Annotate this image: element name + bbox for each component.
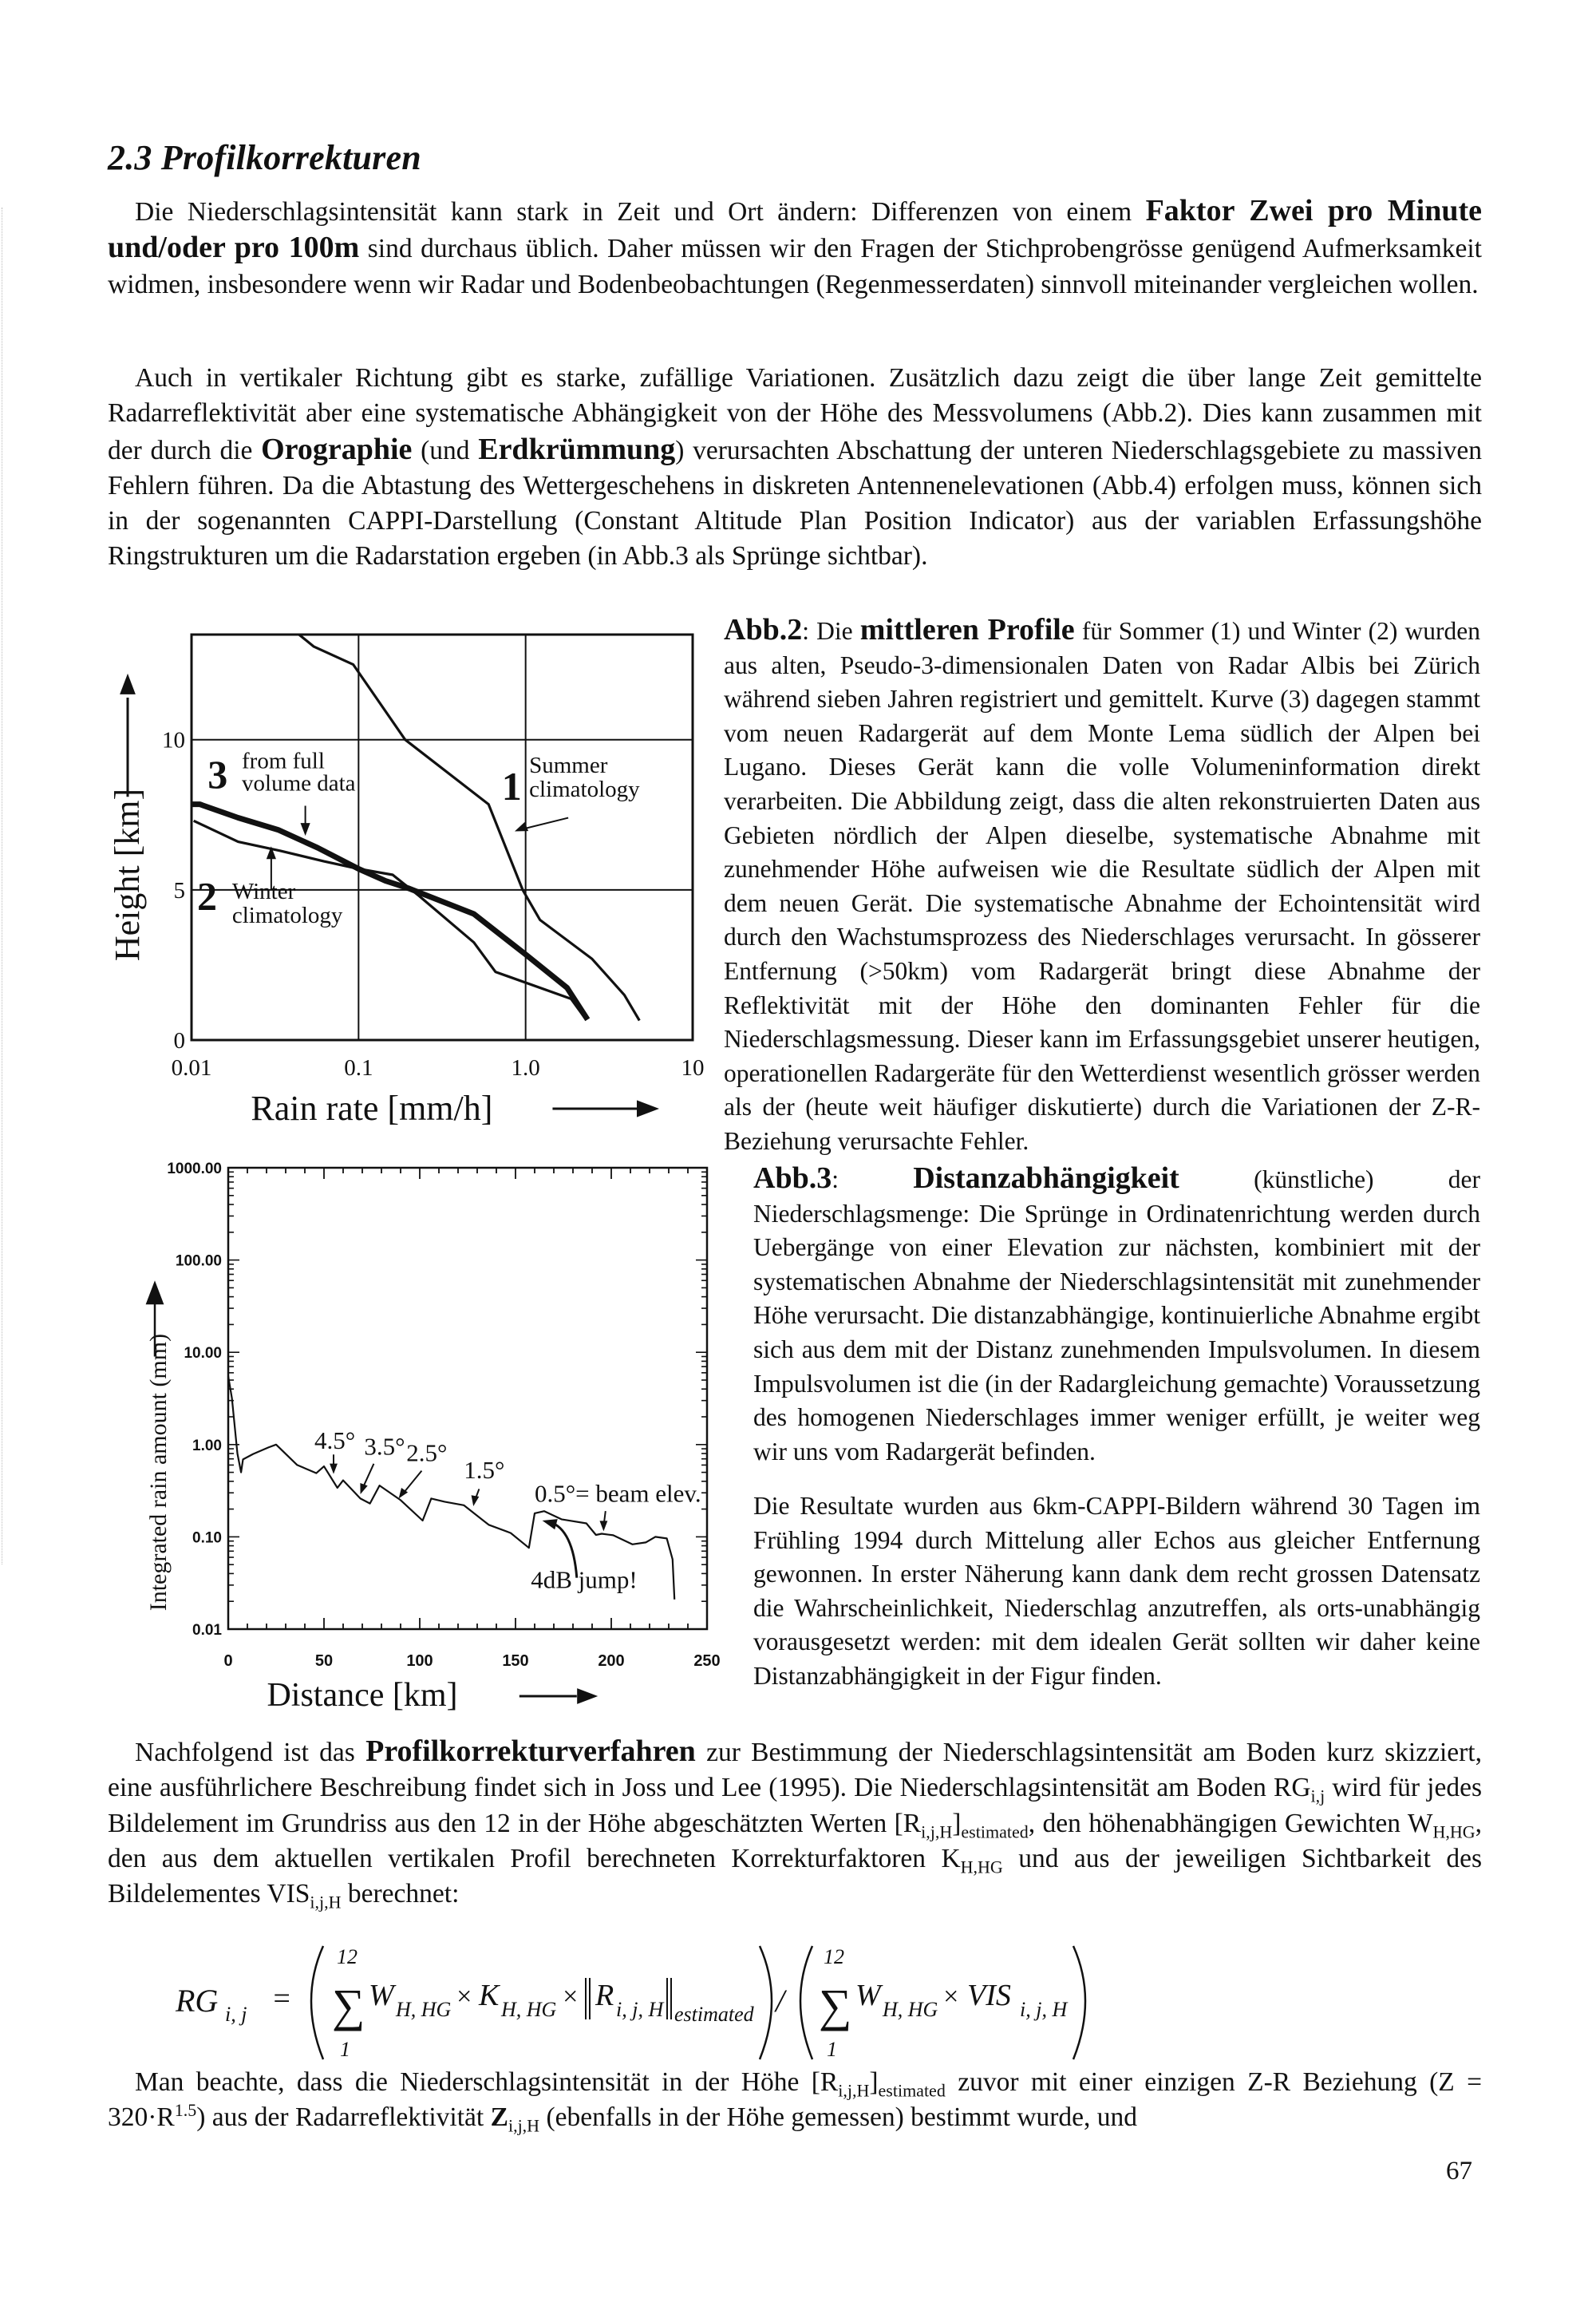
times-symbol: × bbox=[561, 1982, 579, 2011]
text: Auch in vertikaler Richtung gibt es starke, zufällige Variationen. Zusätzlich dazu zeigt die über lange Zeit gemittelte Radarreflektivität aber eine systematische Abhängigkeit von der Höhe des Messvolumens (Abb.2). Dies kann zusammen mit der durch die bbox=[108, 363, 1482, 465]
abb3-x-tick-label: 150 bbox=[502, 1652, 529, 1670]
subscript: i,j,H bbox=[838, 2080, 870, 2101]
paragraph-3 bbox=[108, 1734, 1482, 1912]
caption-abb3-methods: Die Resultate wurden aus 6km-CAPPI-Bildern während 30 Tagen im Frühling 1994 durch Mittelung aller Echos aus gleicher Entfernung gewonnen. In erster Näherung kann dank dem recht grossen Datensatz die Wahrscheinlichkeit, Niederschlag anzutreffen, als orts-unabhängig vorausgesetzt werden: mit dem idealen Gerät sollten wir daher keine Distanzabhängigkeit in der Figur finden. bbox=[753, 1492, 1480, 1690]
subscript: i,j,H bbox=[310, 1892, 342, 1912]
caption-abb2 bbox=[724, 613, 1480, 1159]
abb3-annotation-label: 4dB jump! bbox=[531, 1565, 638, 1594]
abb3-annotation-label: 0.5°= beam elev. bbox=[535, 1479, 701, 1508]
abb2-x-tick-label: 0.01 bbox=[171, 1055, 212, 1081]
lower-limit-2: 1 bbox=[827, 2038, 837, 2061]
vis-symbol: VIS bbox=[967, 1979, 1011, 2012]
abb2-x-tick-label: 0.1 bbox=[344, 1055, 373, 1081]
text: Nachfolgend ist das bbox=[135, 1738, 366, 1767]
abb3-y-axis-label: Integrated rain amount (mm) bbox=[145, 1333, 172, 1612]
abb3-y-tick-label: 10.00 bbox=[184, 1345, 222, 1363]
abb3-x-tick-label: 200 bbox=[598, 1652, 625, 1670]
abb2-label-number: 2 bbox=[196, 873, 217, 919]
text: berechnet: bbox=[341, 1879, 460, 1909]
paragraph-4 bbox=[108, 2065, 1482, 2136]
text: für Sommer (1) und Winter (2) wurden aus alten, Pseudo-3-dimensionalen Daten von Radar Albis bei Zürich während sieben Jahren registriert und gemittelt. Kurve (3) dagegen stammt vom neuen Radargerät auf dem Monte Lema südlich der Alpen bei Lugano. Dieses Gerät kann die volle Volumeninformation direkt verarbeiten. Die Abbildung zeigt, dass die alten rekonstruierten Daten aus Gebieten nördlich der Alpen dieselbe, systematische Abnahme mit zunehmender Höhe aufweisen wie die Resultate südlich der Alpen mit dem neuen Gerät. Die systematische Abnahme der Echointensität wird durch den Wachstumsprozess des Niederschlages verursacht. In gösserer Entfernung (>50km) vom Radargerät bringt diese Abnahme der Reflektivität mit der Höhe den dominanten Fehler für die Niederschlagsmessung. Dieser kann im Erfassungsgebiet unserer heutigen, operationellen Radargeräte für den Wetterdienst wesentlich grösser werden als der (heute weit häufiger diskutierte) durch die Variationen der Z-R-Beziehung verursachte Fehler. bbox=[724, 617, 1481, 1155]
abb3-x-axis-arrow-head bbox=[577, 1688, 598, 1704]
text: ] bbox=[952, 1808, 962, 1838]
w-sub: H, HG bbox=[396, 1998, 452, 2021]
right-paren bbox=[760, 1946, 772, 2059]
w-symbol: W bbox=[369, 1979, 394, 2012]
abb3-y-tick-label: 100.00 bbox=[175, 1252, 222, 1270]
times-symbol: × bbox=[455, 1982, 473, 2011]
emphasis: Erdkrümmung bbox=[478, 432, 676, 466]
emphasis: mittleren Profile bbox=[859, 613, 1075, 647]
abb3-annotation-label: 4.5° bbox=[314, 1426, 356, 1455]
text: sind durchaus üblich. Daher müssen wir den Fragen der Stichprobengrösse genügend Aufmerksamkeit widmen, insbesondere wenn wir Radar und Bodenbeobachtungen (Regenmesserdaten) sinnvoll miteinander vergleichen wollen. bbox=[108, 234, 1482, 299]
abb3-arrow-head bbox=[330, 1464, 338, 1474]
text: (künstliche) der Niederschlagsmenge: Die Sprünge in Ordinatenrichtung werden durch Uebergänge von einer Elevation zur nächsten, kombiniert mit der systematischen Abnahme der Niederschlagsintensität mit zunehmender Höhe verursacht. Die distanzabhängige, kontinuierliche Abnahme ergibt sich aus dem mit der Distanz zunehmenden Impulsvolumen. In diesem Impulsvolumen ist die (in der Radargleichung gemachte) Voraussetzung des homogenen Niederschlages immer weniger erfüllt, je weiter weg wir uns vom Radargerät befinden. bbox=[753, 1165, 1480, 1465]
caption-label: Abb.3 bbox=[753, 1161, 832, 1195]
abb3-arrow-head bbox=[360, 1483, 367, 1494]
caption-label: Abb.2 bbox=[724, 613, 803, 647]
right-paren bbox=[1073, 1946, 1085, 2059]
abb3-x-tick-label: 250 bbox=[693, 1652, 721, 1670]
abb2-label-text: Winter bbox=[231, 879, 296, 905]
abb3-plot-frame bbox=[228, 1168, 707, 1629]
caption-abb3 bbox=[753, 1161, 1480, 1469]
subscript: estimated bbox=[878, 2080, 946, 2101]
k-symbol: K bbox=[479, 1979, 500, 2012]
abb3-y-tick-label: 0.10 bbox=[192, 1529, 222, 1547]
abb3-y-tick-label: 1.00 bbox=[192, 1437, 222, 1454]
text: : Die bbox=[802, 617, 860, 645]
superscript: 1.5 bbox=[174, 2100, 197, 2121]
text: und aus der jeweiligen Sichtbarkeit des Bildelementes VIS bbox=[108, 1843, 1482, 1909]
text: (und bbox=[412, 435, 479, 465]
formula-equals: = bbox=[271, 1982, 292, 2015]
abb2-y-axis-label: Height [km] bbox=[108, 788, 147, 962]
emphasis: Distanzabhängigkeit bbox=[913, 1161, 1179, 1195]
abb2-label-text: from full bbox=[242, 748, 325, 774]
abb3-y-tick-label: 0.01 bbox=[192, 1622, 222, 1639]
abb2-label-number: 3 bbox=[207, 751, 228, 797]
text: : bbox=[832, 1165, 914, 1193]
abb2-y-tick-label: 10 bbox=[162, 727, 185, 753]
abb2-y-tick-label: 0 bbox=[173, 1028, 185, 1054]
abb3-x-tick-label: 50 bbox=[314, 1652, 334, 1670]
abb3-annotation-label: 2.5° bbox=[406, 1438, 448, 1467]
text: ) verursachten Abschattung der unteren Niederschlagsgebiete zu massiven Fehlern führen. Da die Abtastung des Wettergeschehens in diskreten Antennenelevationen (Abb.4) erfolgen muss, können sich in der sogenannten CAPPI-Darstellung (Constant Altitude Plan Position Indicator) aus der variablen Erfassungshöhe Ringstrukturen um die Radarstation ergeben (in Abb.3 als Sprünge sichtbar). bbox=[108, 435, 1482, 572]
division-slash: / bbox=[776, 1983, 785, 2019]
vis-sub: i, j, H bbox=[1020, 1998, 1068, 2021]
section-heading: 2.3 Profilkorrekturen bbox=[108, 138, 421, 177]
text: Die Niederschlagsintensität kann stark in Zeit und Ort ändern: Differenzen von einem bbox=[135, 197, 1146, 227]
sum-symbol-1: ∑ bbox=[332, 1980, 365, 2031]
subscript: i,j,H bbox=[921, 1821, 953, 1842]
abb2-label-text: Summer bbox=[529, 753, 608, 779]
text: zuvor mit einer einzigen Z-R Beziehung (Z = 320·R bbox=[108, 2067, 1483, 2133]
k-sub: H, HG bbox=[501, 1998, 557, 2021]
abb3-x-tick-label: 100 bbox=[406, 1652, 433, 1670]
subscript: i,j bbox=[1310, 1786, 1325, 1806]
emphasis: Orographie bbox=[261, 432, 413, 466]
subscript: estimated bbox=[961, 1821, 1029, 1842]
r-symbol: R bbox=[595, 1979, 614, 2012]
abb3-x-tick-label: 0 bbox=[223, 1652, 233, 1670]
text: , den höhenabhängigen Gewichten W bbox=[1028, 1808, 1433, 1838]
abb2-label-text: volume data bbox=[242, 770, 356, 797]
text: (ebenfalls in der Höhe gemessen) bestimmt wurde, und bbox=[539, 2102, 1137, 2133]
r-sub: i, j, H bbox=[616, 1998, 664, 2021]
abb3-arrow-head bbox=[599, 1521, 607, 1531]
abb3-arrow-head bbox=[543, 1519, 558, 1529]
abb2-series-line-1 bbox=[299, 635, 640, 1021]
abb2-y-tick-label: 5 bbox=[173, 877, 185, 904]
abb2-label-number: 1 bbox=[501, 763, 522, 809]
abb3-annotation-label: 3.5° bbox=[364, 1432, 405, 1461]
text: zur Bestimmung der Niederschlagsintensität am Boden kurz skizziert, eine ausführlichere Beschreibung findet sich in Joss und Lee (1995). Die Niederschlagsintensität am Boden RG bbox=[108, 1738, 1482, 1803]
left-paren bbox=[800, 1946, 812, 2059]
abb3-y-axis-arrow-head bbox=[146, 1280, 164, 1304]
abb2-label-text: climatology bbox=[529, 777, 640, 803]
text: , den aus dem aktuellen vertikalen Profil berechneten Korrekturfaktoren K bbox=[108, 1808, 1482, 1873]
formula-lhs: RG bbox=[176, 1983, 219, 2019]
abb3-x-axis-label: Distance [km] bbox=[267, 1677, 458, 1714]
abb2-x-tick-label: 1.0 bbox=[511, 1055, 540, 1081]
text: Man beachte, dass die Niederschlagsintensität in der Höhe [R bbox=[135, 2067, 839, 2097]
sum-symbol-2: ∑ bbox=[819, 1980, 852, 2031]
subscript: H,HG bbox=[960, 1857, 1003, 1877]
text: wird für jedes Bildelement im Grundriss aus den 12 in der Höhe abgeschätzten Werten [R bbox=[108, 1773, 1482, 1838]
abb2-label-text: climatology bbox=[231, 903, 343, 929]
formula-rg bbox=[160, 1932, 1293, 2067]
page-number: 67 bbox=[1446, 2157, 1472, 2185]
abb3-arrow-head bbox=[472, 1495, 480, 1506]
w-symbol: W bbox=[855, 1979, 881, 2012]
subscript: H,HG bbox=[1432, 1821, 1476, 1842]
text: ) aus der Radarreflektivität bbox=[196, 2102, 491, 2133]
text: ] bbox=[869, 2067, 879, 2097]
abb2-x-tick-label: 10 bbox=[681, 1055, 705, 1081]
abb2-x-axis-label: Rain rate [mm/h] bbox=[251, 1089, 493, 1128]
times-symbol: × bbox=[942, 1982, 960, 2011]
upper-limit-1: 12 bbox=[337, 1945, 358, 1968]
abb2-arrow-head bbox=[301, 823, 310, 836]
r-sub-estimated: estimated bbox=[674, 2003, 754, 2026]
emphasis: Faktor Zwei pro Minute und/oder pro 100m bbox=[108, 194, 1482, 265]
emphasis: Profilkorrekturverfahren bbox=[365, 1734, 696, 1768]
emphasis: Z bbox=[490, 2102, 508, 2133]
abb2-x-axis-arrow-head bbox=[637, 1100, 659, 1117]
abb2-y-axis-arrow-head bbox=[120, 674, 136, 694]
abb3-annotation-label: 1.5° bbox=[464, 1456, 505, 1485]
lower-limit-1: 1 bbox=[340, 2038, 350, 2061]
abb2-plot-frame bbox=[192, 635, 693, 1040]
upper-limit-2: 12 bbox=[824, 1945, 844, 1968]
w-sub: H, HG bbox=[883, 1998, 938, 2021]
formula-lhs-sub: i, j bbox=[225, 2003, 247, 2026]
left-paren bbox=[311, 1946, 323, 2059]
abb3-y-tick-label: 1000.00 bbox=[167, 1161, 222, 1177]
subscript: i,j,H bbox=[508, 2115, 540, 2136]
